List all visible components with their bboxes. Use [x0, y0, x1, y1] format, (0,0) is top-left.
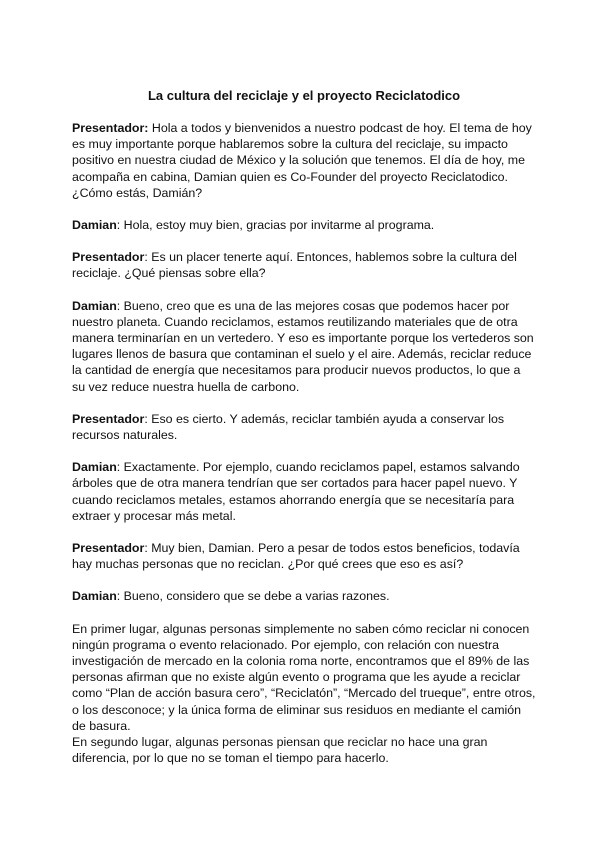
turn-text: Hola a todos y bienvenidos a nuestro podcast de hoy. El tema de hoy es muy importante porque hablaremos sobre la cultura del reciclaje, su impacto positivo en nuestra ciudad de México y la solución que tenemos. El día de hoy, me acompaña en cabina, Damian quien es Co-Founder del proyecto Reciclatodico. ¿Cómo estás, Damián?	[72, 121, 532, 200]
document-title: La cultura del reciclaje y el proyecto Reciclatodico	[147, 88, 461, 103]
turn-text: : Bueno, creo que es una de las mejores cosas que podemos hacer por nuestro planeta. Cuando reciclamos, estamos reutilizando materiales que de otra manera terminarían en un vertedero. Y eso es importante porque los vertederos son lugares llenos de basura que contaminan el suelo y el aire. Además, reciclar reduce la cantidad de energía que necesitamos para producir nuevos productos, lo que a su vez reduce nuestra huella de carbono.	[72, 298, 534, 394]
dialogue-turn	[72, 540, 536, 572]
speaker-name: Presentador:	[72, 121, 149, 135]
document-page	[72, 88, 536, 767]
speaker-name: Damian	[72, 218, 117, 233]
turn-text: : Es un placer tenerte aquí. Entonces, hablemos sobre la cultura del reciclaje. ¿Qué piensas sobre ella?	[72, 250, 517, 281]
speaker-name: Presentador	[72, 541, 145, 556]
dialogue-turn	[72, 217, 536, 233]
turn-text: : Eso es cierto. Y además, reciclar también ayuda a conservar los recursos naturales.	[72, 411, 505, 443]
dialogue-turn	[72, 249, 536, 281]
speaker-name: Damian	[72, 589, 117, 604]
body-paragraph: En primer lugar, algunas personas simplemente no saben cómo reciclar ni conocen ningún programa o evento relacionado. Por ejemplo, con relación con nuestra investigación de mercado en la colonia roma norte, encontramos que el 89% de las personas afirman que no existe algún evento o programa que les ayude a reciclar como “Plan de acción basura cero”, “Reciclatón”, “Mercado del trueque”, entre otros, o los desconoce; y la única forma de eliminar sus residuos en mediante el camión de basura.	[72, 621, 536, 733]
turn-text: : Hola, estoy muy bien, gracias por invitarme al programa.	[116, 218, 435, 233]
speaker-name: Presentador	[72, 411, 145, 426]
dialogue-turn	[72, 298, 536, 395]
turn-text: : Bueno, considero que se debe a varias razones.	[116, 589, 390, 604]
speaker-name: Presentador	[72, 250, 145, 265]
dialogue-turn	[72, 411, 536, 443]
dialogue-turn	[72, 120, 536, 201]
dialogue-turn	[72, 459, 536, 524]
speaker-name: Damian	[72, 298, 117, 313]
dialogue-turn	[72, 588, 536, 604]
turn-text: : Muy bien, Damian. Pero a pesar de todos estos beneficios, todavía hay muchas personas que no reciclan. ¿Por qué crees que eso es así?	[72, 541, 520, 572]
speaker-name: Damian	[72, 460, 117, 475]
turn-text: : Exactamente. Por ejemplo, cuando reciclamos papel, estamos salvando árboles que de otra manera tendrían que ser cortados para hacer papel nuevo. Y cuando reciclamos metales, estamos ahorrando energía que se necesitaría para extraer y procesar más metal.	[72, 460, 520, 523]
body-paragraph: En segundo lugar, algunas personas piensan que reciclar no hace una gran diferencia, por lo que no se toman el tiempo para hacerlo.	[72, 735, 488, 766]
